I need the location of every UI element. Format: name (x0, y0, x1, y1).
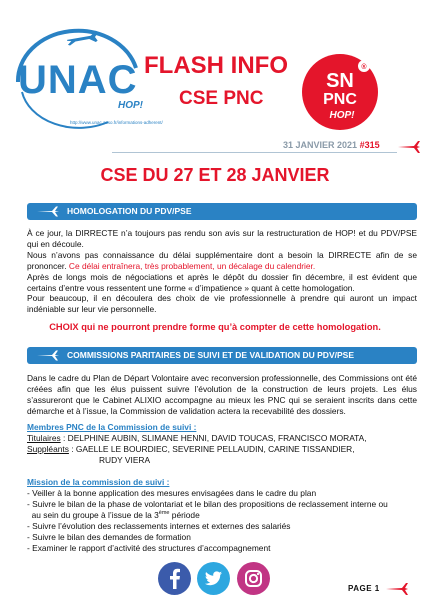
airplane-icon (398, 140, 420, 154)
unac-url[interactable]: http://www.unac.asso.fr/informations-adherent/ (70, 120, 163, 125)
suppleants-names-continued: RUDY VIERA (99, 455, 151, 465)
issue-date (283, 140, 380, 150)
snpnc-logo-line2: PNC (323, 91, 357, 108)
airplane-icon (37, 350, 59, 361)
homologation-paragraph (27, 228, 417, 315)
twitter-icon[interactable] (197, 562, 230, 595)
titulaires-names: : DELPHINE AUBIN, SLIMANE HENNI, DAVID TOUCAS, FRANCISCO MORATA, (60, 433, 367, 443)
airplane-icon (386, 582, 408, 596)
unac-hop-label: HOP! (118, 100, 143, 111)
suppleants-names: : GAELLE LE BOURDIEC, SEVERINE PELLAUDIN, CARINE TISSANDIER, (68, 444, 355, 454)
flash-word: FLASH (144, 52, 224, 79)
snpnc-logo-line3: HOP! (329, 110, 355, 121)
facebook-icon[interactable] (158, 562, 191, 595)
homologation-conclusion: CHOIX qui ne pourront prendre forme qu’à compter de cette homologation. (49, 322, 381, 332)
suppleants-row (27, 444, 417, 455)
list-item: - Examiner le rapport d’activité des structures d’accompagnement (27, 542, 271, 553)
header-subtitle: CSE PNC (179, 88, 264, 109)
list-item (27, 510, 417, 521)
list-item: - Veiller à la bonne application des mesures envisagées dans le cadre du plan (27, 488, 317, 498)
section-heading-commissions (27, 347, 417, 364)
airplane-icon (37, 206, 59, 217)
list-item-text: période (169, 509, 200, 520)
page-number: PAGE 1 (348, 584, 380, 593)
para-line: Nous n’avons pas connaissance du délai supplémentaire dont a besoin la DIRRECTE afin de se prononcer. (27, 249, 417, 271)
titulaires-row (27, 433, 417, 444)
section-heading-homologation (27, 203, 417, 220)
ordinal-suffix: ème (158, 510, 170, 517)
unac-wordmark: UNAC (18, 58, 138, 102)
info-word: INFO (230, 52, 288, 79)
date-text: 31 JANVIER 2021 (283, 140, 358, 150)
instagram-icon[interactable] (237, 562, 270, 595)
list-item: - Suivre l’évolution des reclassements internes et externes des salariés (27, 520, 291, 531)
section-heading-label: HOMOLOGATION DU PDV/PSE (67, 206, 192, 216)
highlight-text: Ce délai entraînera, très probablement, un décalage du calendrier. (68, 260, 316, 271)
suppleants-label: Suppléants (27, 444, 69, 454)
mission-title: Mission de la commission de suivi : (27, 477, 170, 487)
list-item: - Suivre le bilan des demandes de formation (27, 531, 191, 542)
commissions-paragraph: Dans le cadre du Plan de Départ Volontaire avec reconversion professionnelle, des Commissions ont été créées afin que les élus puissent suivre l’évolution de la construction de leurs projets. Les élus s’assureront que le Cabinet ALIXIO accompagne au mieux les PNC qui se seraient inscrits dans cette démarche et à l’issue, la Commission de validation actera la recevabilité des dossiers. (27, 373, 417, 416)
issue-number: #315 (359, 140, 380, 150)
page-title: CSE DU 27 ET 28 JANVIER (100, 165, 330, 185)
members-title: Membres PNC de la Commission de suivi : (27, 422, 197, 432)
header-divider (112, 152, 397, 153)
mission-list (27, 488, 417, 553)
titulaires-label: Titulaires (27, 433, 61, 443)
section-heading-label: COMMISSIONS PARITAIRES DE SUIVI ET DE VALIDATION DU PDV/PSE (67, 350, 354, 360)
snpnc-logo-line1: SN (326, 70, 354, 92)
snpnc-logo (300, 52, 380, 132)
para-line: Après de longs mois de négociations et après le dépôt du dossier fin décembre, il est évident que certains d’entre vous ressentent une forme « d’impatience » quant à cette homologation. (27, 271, 417, 293)
para-line: À ce jour, la DIRRECTE n’a toujours pas rendu son avis sur la restructuration de HOP! et du PDV/PSE qui en découle. (27, 228, 417, 249)
flash-info-title (144, 52, 288, 80)
svg-text:®: ® (361, 64, 367, 71)
para-line: Pour beaucoup, il en découlera des choix de vie professionnelle à prendre qui auront un impact indéniable sur leur vie personnelle. (27, 293, 417, 315)
list-item-text: au sein du groupe à l’issue de la 3 (27, 509, 159, 520)
list-item: - Suivre le bilan de la phase de volontariat et le bilan des propositions de reclassement interne ou (27, 498, 388, 509)
